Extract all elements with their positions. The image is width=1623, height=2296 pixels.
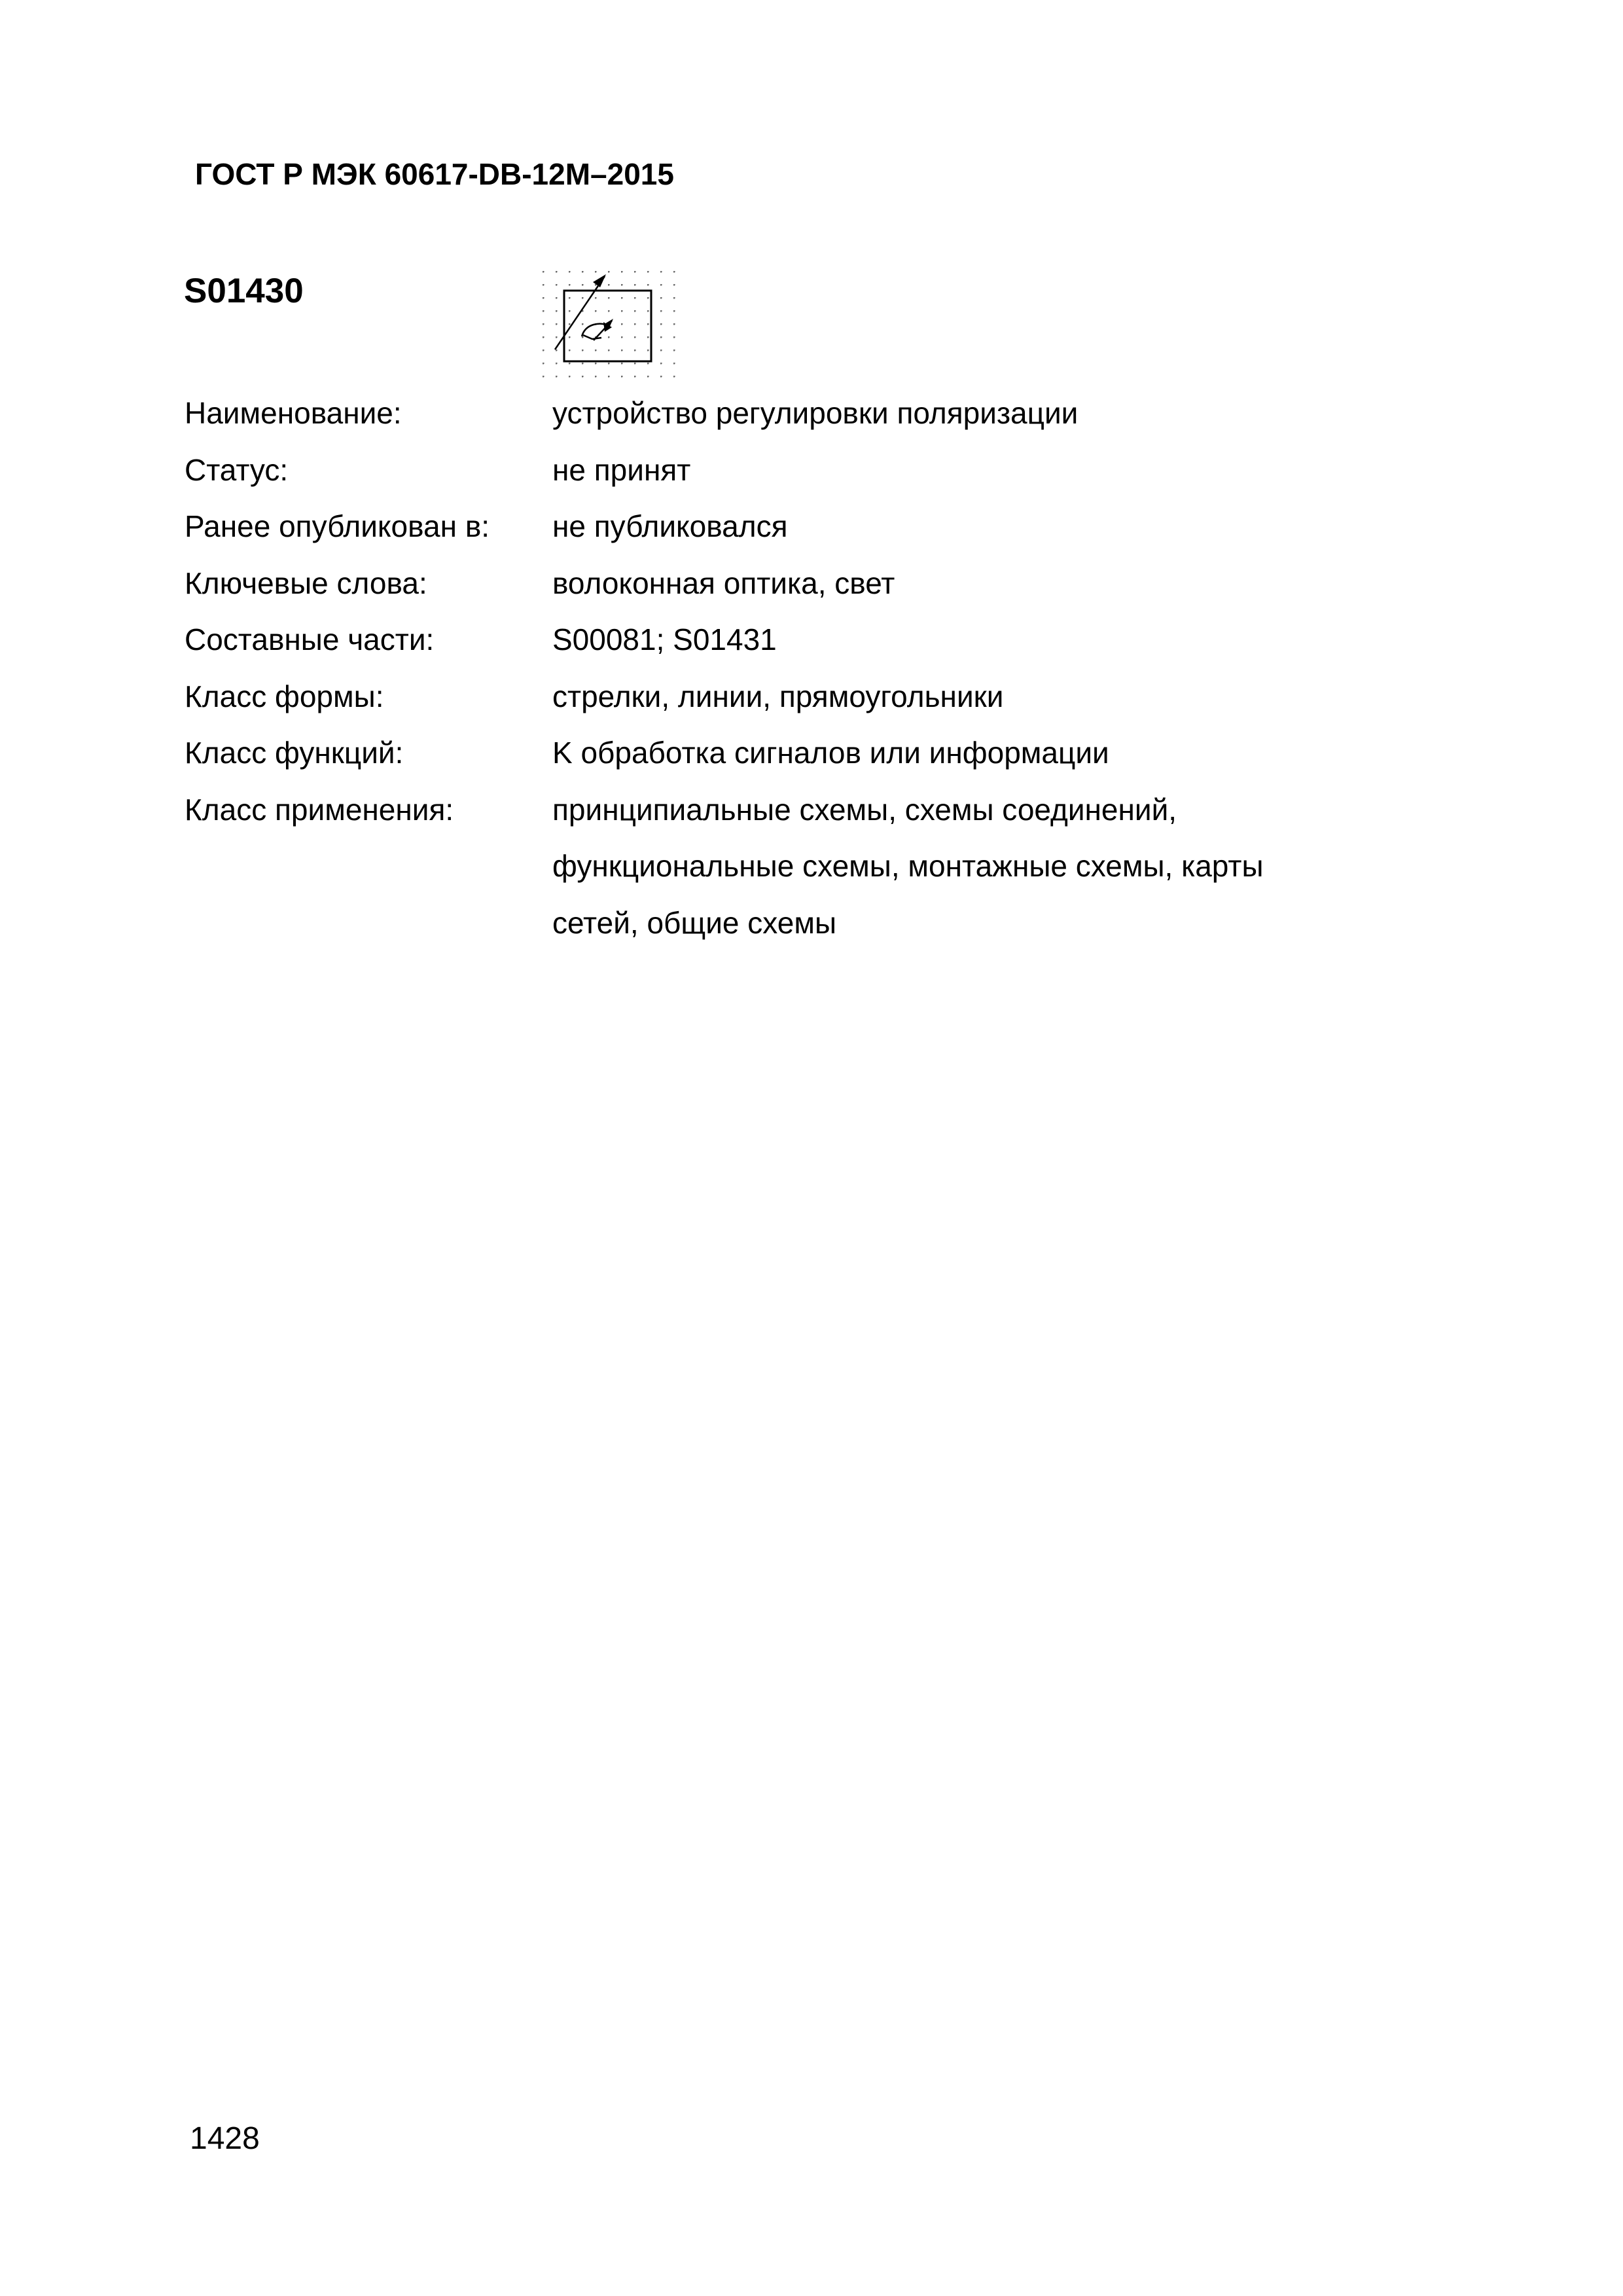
property-value: волоконная оптика, свет bbox=[552, 565, 895, 600]
property-label: Наименование: bbox=[185, 396, 402, 430]
property-value: K обработка сигналов или информации bbox=[552, 736, 1109, 770]
property-label: Ключевые слова: bbox=[185, 565, 427, 600]
property-label: Класс функций: bbox=[185, 736, 404, 770]
property-label: Статус: bbox=[185, 452, 289, 487]
property-value: не принят bbox=[552, 452, 691, 487]
property-value: S00081; S01431 bbox=[552, 622, 777, 656]
property-row bbox=[185, 725, 1428, 781]
property-label: Класс применения: bbox=[185, 792, 454, 827]
property-row bbox=[185, 781, 1428, 952]
property-row bbox=[185, 385, 1428, 442]
property-value: принципиальные схемы, схемы соединений, функциональные схемы, монтажные схемы, карты сетей, общие схемы bbox=[552, 792, 1264, 940]
property-value: не публиковался bbox=[552, 509, 788, 543]
property-row bbox=[185, 668, 1428, 725]
page-number: 1428 bbox=[190, 2121, 260, 2156]
property-row bbox=[185, 498, 1428, 555]
property-row bbox=[185, 442, 1428, 499]
property-row bbox=[185, 555, 1428, 612]
property-row bbox=[185, 611, 1428, 668]
property-label: Ранее опубликован в: bbox=[185, 509, 490, 543]
polarization-adjuster-symbol-icon bbox=[541, 270, 677, 385]
property-value: устройство регулировки поляризации bbox=[552, 396, 1079, 430]
document-standard-title: ГОСТ Р МЭК 60617-DB-12M–2015 bbox=[195, 157, 674, 191]
properties-table bbox=[185, 385, 1428, 951]
property-label: Составные части: bbox=[185, 622, 435, 656]
property-value: стрелки, линии, прямоугольники bbox=[552, 679, 1004, 713]
symbol-code: S01430 bbox=[184, 272, 304, 310]
property-label: Класс формы: bbox=[185, 679, 384, 713]
